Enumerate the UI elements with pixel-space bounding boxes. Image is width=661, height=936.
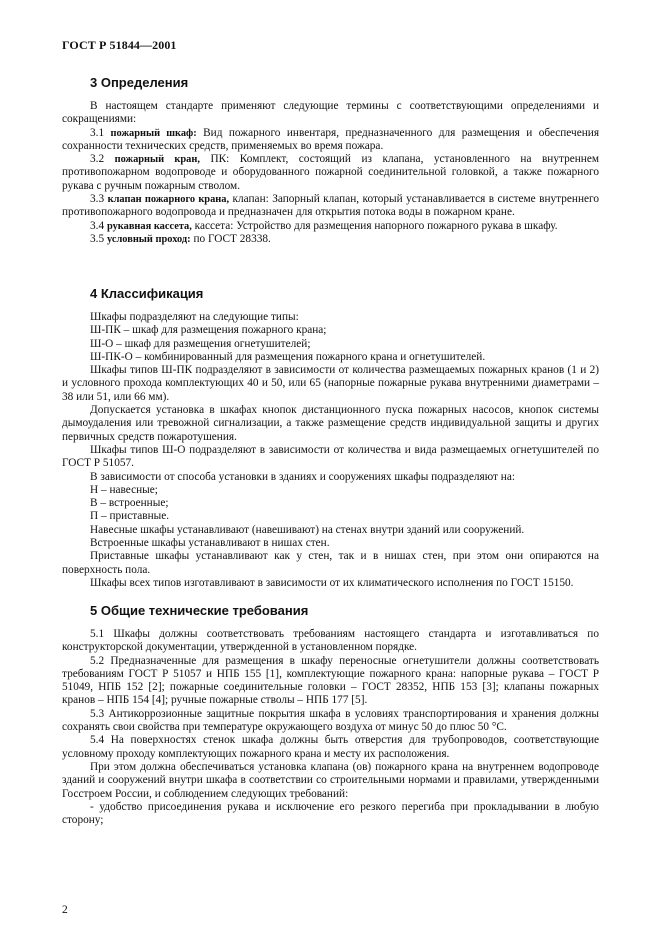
section-classification xyxy=(62,286,599,590)
paragraph: Ш-ПК – шкаф для размещения пожарного крана; xyxy=(90,324,327,337)
definition-item xyxy=(62,220,599,233)
paragraph: Шкафы всех типов изготавливают в зависимости от их климатического исполнения по ГОСТ 15150. xyxy=(90,576,574,589)
section-heading: 5 Общие технические требования xyxy=(90,603,309,618)
definition-text: кассета: Устройство для размещения напорного пожарного рукава в шкафу. xyxy=(194,219,558,232)
definition-term: пожарный шкаф: xyxy=(110,127,197,139)
section-heading: 4 Классификация xyxy=(90,286,204,301)
section-general-requirements xyxy=(62,603,599,827)
item-number: 3.2 xyxy=(90,153,105,166)
definition-term: пожарный кран, xyxy=(114,154,200,166)
paragraph: Шкафы подразделяют на следующие типы: xyxy=(90,311,299,323)
definition-term: клапан пожарного крана, xyxy=(107,194,230,206)
paragraph: При этом должна обеспечиваться установка клапана (ов) пожарного крана на внутреннем водопроводе зданий и сооружений внутри шкафа в соответствии со строительными нормами и правилами, утвержденными Госстроем России, и соблюдением следующих требований: xyxy=(62,760,599,800)
item-number: 3.5 xyxy=(90,232,105,245)
paragraph: В – встроенные; xyxy=(90,497,169,510)
paragraph: Шкафы типов Ш-ПК подразделяют в зависимости от количества размещаемых пожарных кранов (1 и 2) и условного прохода комплектующих 40 и 50, или 65 (напорные пожарные рукава внутренними диаметрами – 38 или 51, или 66 мм). xyxy=(62,364,599,403)
paragraph: 5.2 Предназначенные для размещения в шкафу переносные огнетушители должны соответствовать требованиям ГОСТ Р 51057 и НПБ 155 [1], комплектующие пожарного крана: напорные рукава – ГОСТ Р 51049, НПБ 152 [2]; пожарные соединительные головки – ГОСТ 28352, НПБ 153 [3]; клапаны пожарных кранов – НПБ 154 [4]; ручные пожарные стволы – НПБ 177 [5]. xyxy=(62,654,599,707)
paragraph: Н – навесные; xyxy=(90,483,158,496)
paragraph: В настоящем стандарте применяют следующие термины с соответствующими определениями и сокращениями: xyxy=(62,100,599,126)
definition-text: Вид пожарного инвентаря, предназначенного для размещения и обеспечения сохранности технических средств, применяемых во время пожара. xyxy=(62,126,600,152)
paragraph: Навесные шкафы устанавливают (навешивают) на стенах внутри зданий или сооружений. xyxy=(90,523,525,536)
paragraph: 5.1 Шкафы должны соответствовать требованиям настоящего стандарта и изготавливаться по конструкторской документации, утвержденной в установленном порядке. xyxy=(62,628,599,654)
page-number: 2 xyxy=(62,904,68,916)
definition-item xyxy=(62,193,599,220)
paragraph: Ш-ПК-О – комбинированный для размещения пожарного крана и огнетушителей. xyxy=(90,350,486,363)
item-number: 3.1 xyxy=(90,126,105,139)
paragraph: П – приставные. xyxy=(90,510,170,523)
paragraph: 5.3 Антикоррозионные защитные покрытия шкафа в условиях транспортирования и хранения должны сохранять свои свойства при температуре окружающего воздуха от минус 50 до плюс 50 °С. xyxy=(62,707,599,734)
section-definitions xyxy=(62,75,599,246)
paragraph: Встроенные шкафы устанавливают в нишах стен. xyxy=(90,537,330,550)
definition-item xyxy=(62,127,599,154)
paragraph: 5.4 На поверхностях стенок шкафа должны быть отверстия для трубопроводов, соответствующие условному проходу комплектующих пожарного крана и месту их расположения. xyxy=(62,734,599,760)
paragraph: Ш-О – шкаф для размещения огнетушителей; xyxy=(90,337,311,350)
definition-term: условный проход: xyxy=(106,233,191,245)
definition-item xyxy=(62,233,599,246)
paragraph: - удобство присоединения рукава и исключение его резкого перегиба при прокладывании в любую сторону; xyxy=(62,800,599,827)
definition-text: ПК: Комплект, состоящий из клапана, установленного на внутреннем противопожарном водопроводе и оборудованного пожарной соединительной головкой, а также пожарного рукава с ручным пожарным стволом. xyxy=(62,153,599,192)
section-heading: 3 Определения xyxy=(90,75,189,90)
document-code: ГОСТ Р 51844—2001 xyxy=(62,38,177,52)
item-number: 3.4 xyxy=(90,219,105,232)
paragraph: Шкафы типов Ш-О подразделяют в зависимости от количества и вида размещаемых огнетушителей по ГОСТ Р 51057. xyxy=(62,443,599,470)
definition-item xyxy=(62,153,599,193)
definition-text: по ГОСТ 28338. xyxy=(193,232,271,245)
paragraph: Приставные шкафы устанавливают как у стен, так и в нишах стен, при этом они опираются на поверхность пола. xyxy=(62,550,599,576)
definition-term: рукавная кассета, xyxy=(106,220,192,232)
paragraph: Допускается установка в шкафах кнопок дистанционного пуска пожарных насосов, кнопок системы дымоудаления или тревожной сигнализации, а также размещение средств индивидуальной защиты и других первичных средств пожаротушения. xyxy=(62,404,599,443)
paragraph: В зависимости от способа установки в зданиях и сооружениях шкафы подразделяют на: xyxy=(90,470,516,483)
item-number: 3.3 xyxy=(90,193,105,206)
definition-text: клапан: Запорный клапан, который устанавливается в системе внутреннего противопожарного водопровода и предназначен для открытия потока воды в пожарном кране. xyxy=(62,193,600,219)
